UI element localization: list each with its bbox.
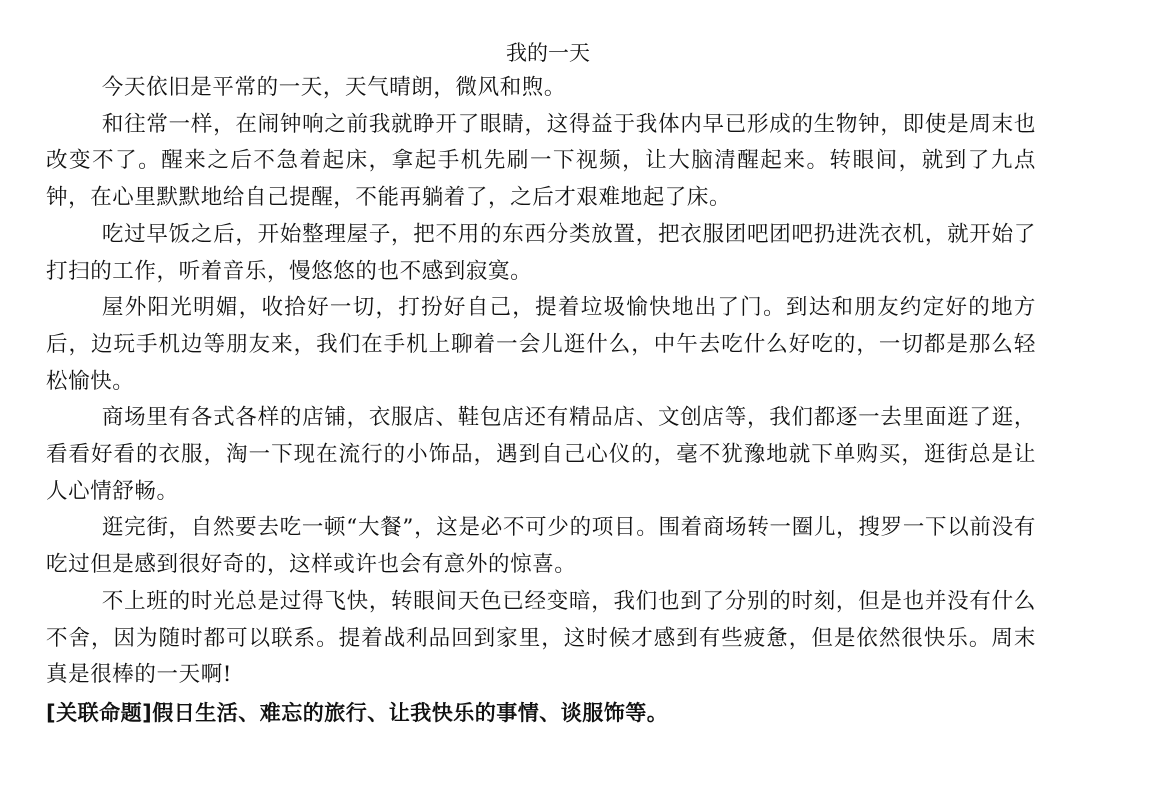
paragraph-2: 和往常一样，在闹钟响之前我就睁开了眼睛，这得益于我体内早已形成的生物钟，即使是周末也改变不了。醒来之后不急着起床，拿起手机先刷一下视频，让大脑清醒起来。转眼间，就到了九点钟，在心里默默地给自己提醒，不能再躺着了，之后才艰难地起了床。 bbox=[46, 111, 1036, 211]
related-topics: [关联命题]假日生活、难忘的旅行、让我快乐的事情、谈服饰等。 bbox=[46, 700, 669, 725]
essay-title: 我的一天 bbox=[506, 41, 590, 65]
paragraph-6: 逛完街，自然要去吃一顿“大餐”，这是必不可少的项目。围着商场转一圈儿，搜罗一下以前没有吃过但是感到很好奇的，这样或许也会有意外的惊喜。 bbox=[46, 515, 1036, 578]
paragraph-5: 商场里有各式各样的店铺，衣服店、鞋包店还有精品店、文创店等，我们都逐一去里面逛了逛，看看好看的衣服，淘一下现在流行的小饰品，遇到自己心仪的，毫不犹豫地就下单购买，逛街总是让人心情舒畅。 bbox=[46, 405, 1036, 504]
document bbox=[46, 36, 1036, 732]
paragraph-3: 吃过早饭之后，开始整理屋子，把不用的东西分类放置，把衣服团吧团吧扔进洗衣机，就开始了打扫的工作，听着音乐，慢悠悠的也不感到寂寞。 bbox=[46, 221, 1036, 284]
paragraph-7: 不上班的时光总是过得飞快，转眼间天色已经变暗，我们也到了分别的时刻，但是也并没有什么不舍，因为随时都可以联系。提着战利品回到家里，这时候才感到有些疲惫，但是依然很快乐。周末真是很棒的一天啊! bbox=[46, 588, 1036, 688]
paragraph-1: 今天依旧是平常的一天，天气晴朗，微风和煦。 bbox=[101, 75, 566, 100]
paragraph-4: 屋外阳光明媚，收拾好一切，打扮好自己，提着垃圾愉快地出了门。到达和朋友约定好的地方后，边玩手机边等朋友来，我们在手机上聊着一会儿逛什么，中午去吃什么好吃的，一切都是那么轻松愉快。 bbox=[46, 295, 1036, 394]
